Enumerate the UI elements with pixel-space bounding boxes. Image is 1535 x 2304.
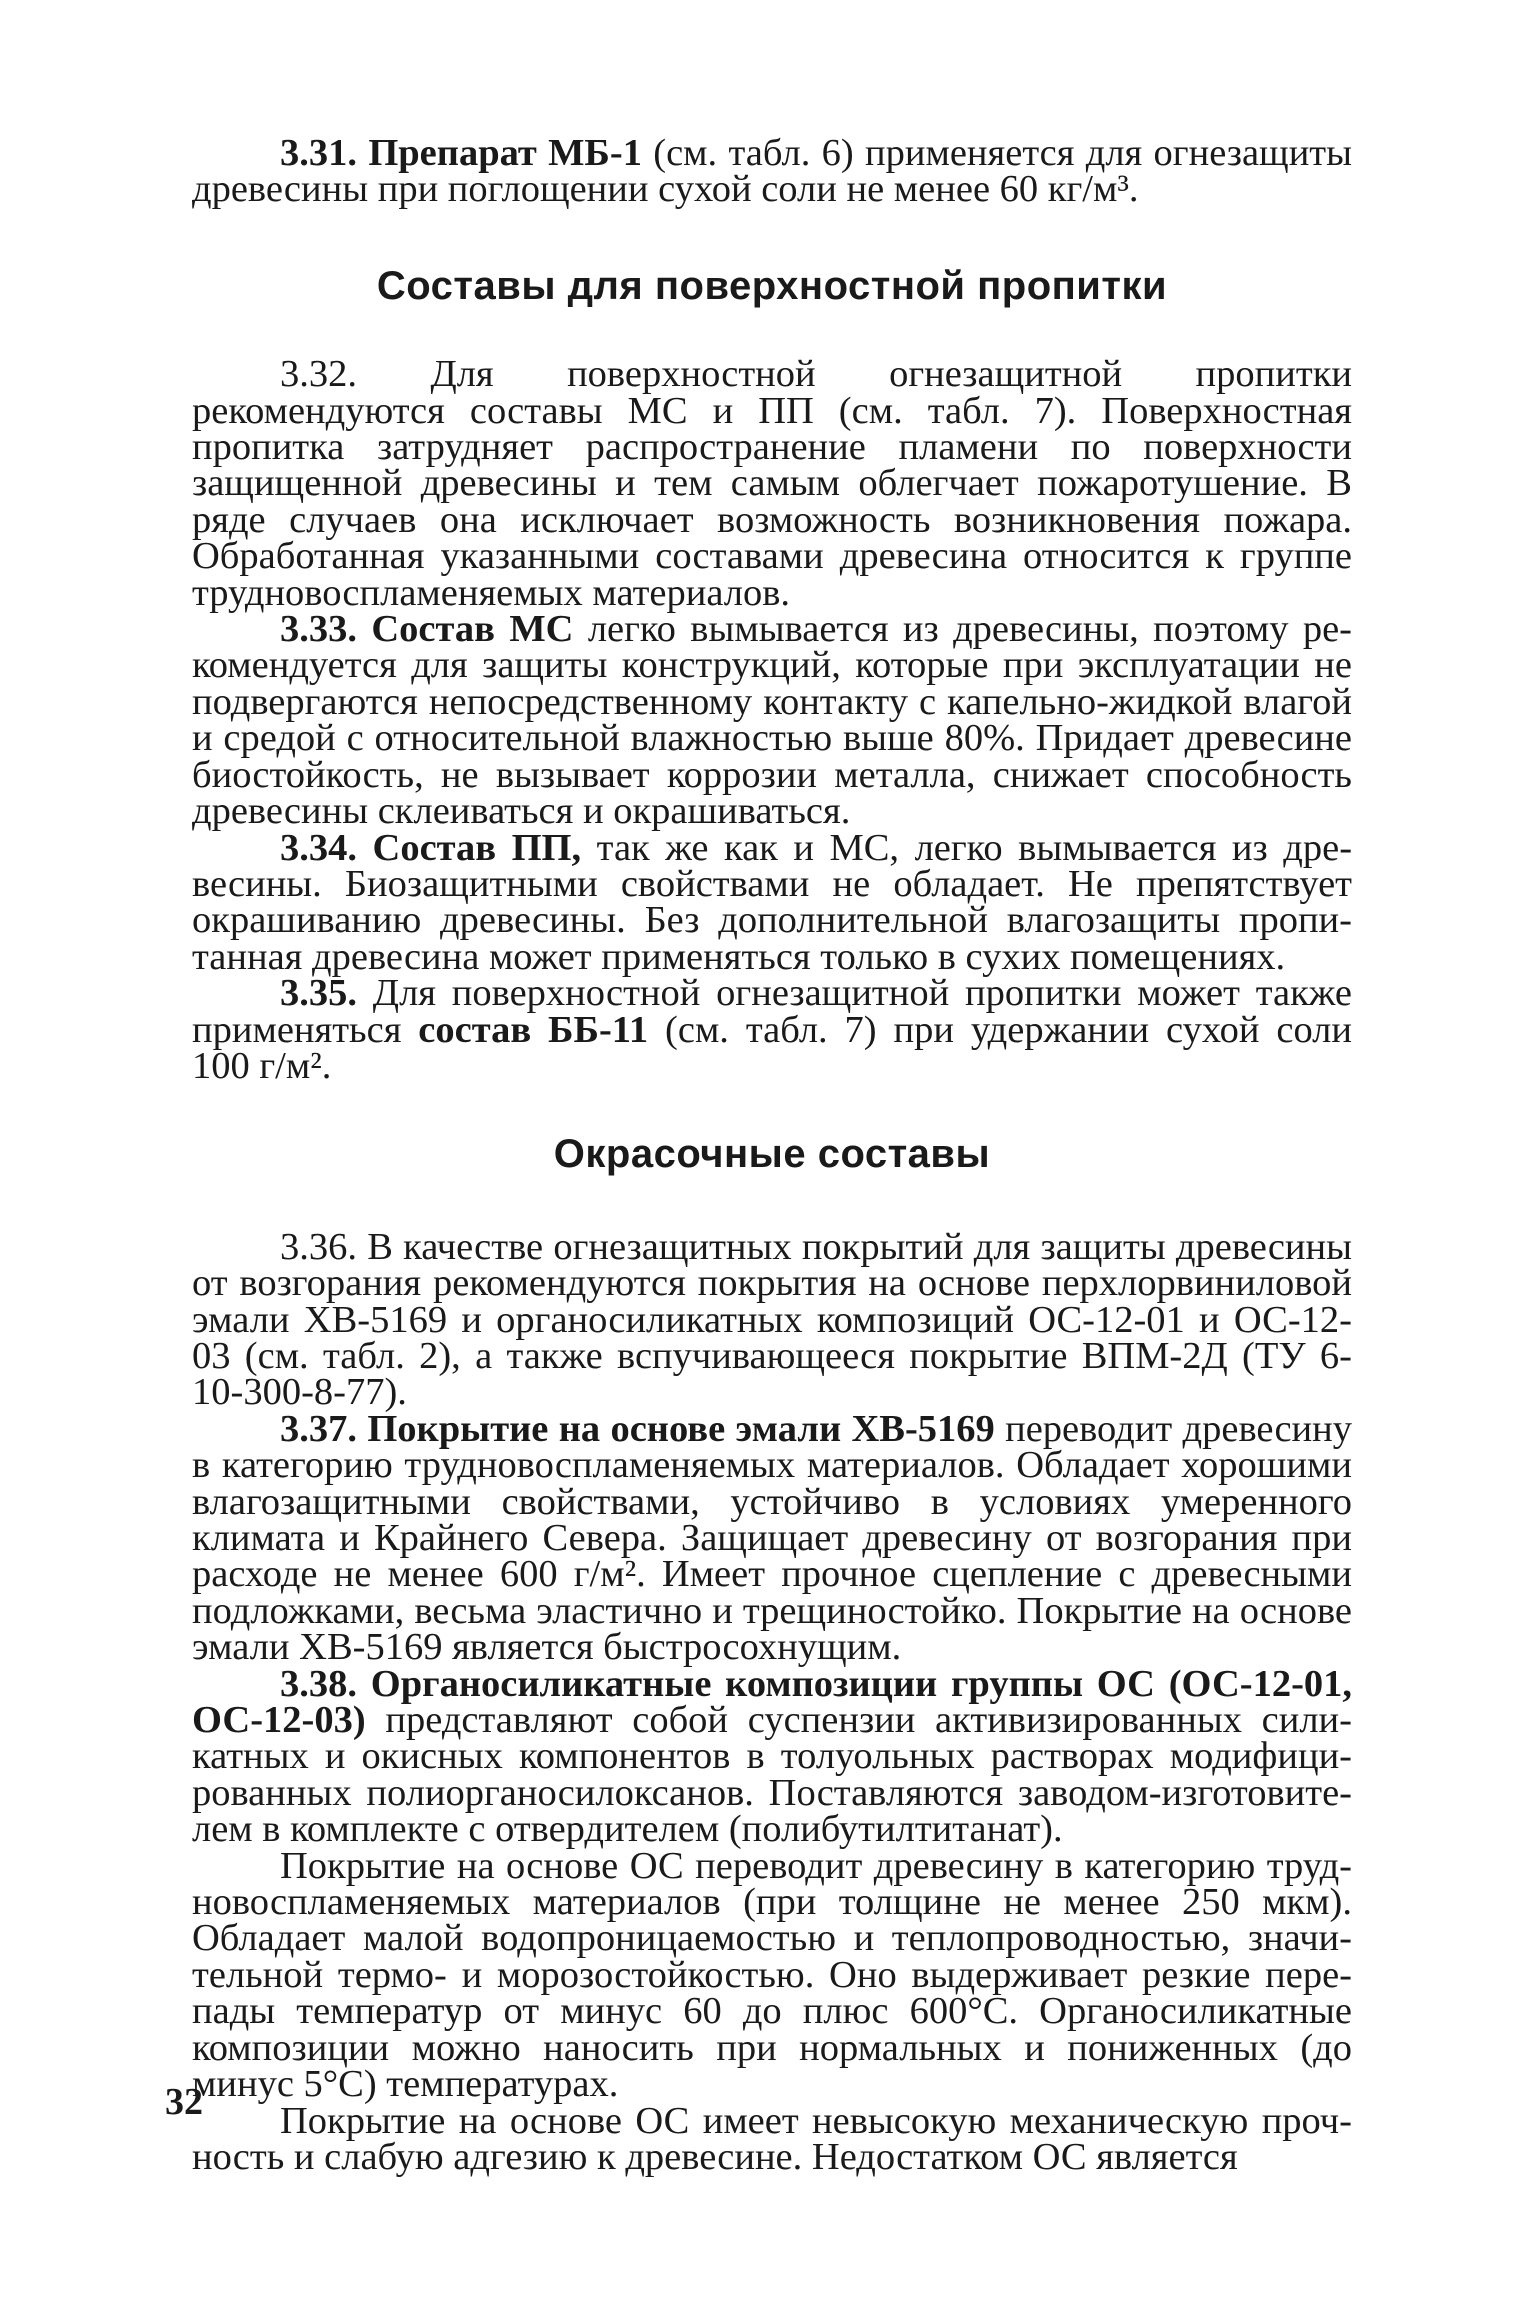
paragraph-3-38-final: Покрытие на основе ОС имеет невысокую механическую прочность и слабую адгезию к древесине. Недостатком ОС является (192, 2099, 1352, 2178)
paragraph-3-35: 3.35. Для поверхностной огнезащитной пропитки может также применяться состав ББ-11 (см. табл. 7) при удержании сухой соли 100 г/м². (192, 972, 1353, 1087)
paragraph-3-36: 3.36. В качестве огнезащитных покрытий для защиты древесины от возгорания рекомендуются покрытия на основе перхлорвиниловой эмали ХВ-5169 и органосиликатных композиций ОС-12-01 и ОС-12-03 (см. табл. 2), а также вспучивающееся покрытие ВПМ-2Д (ТУ 6-10-300-8-77). (192, 1225, 1352, 1414)
paragraph-3-38: 3.38. Органосиликатные композиции группы ОС (ОС-12-01, ОС-12-03) представляют собой суспензии активизированных силикатных и окисных компонентов в толуольных растворах модифицированных полиорганосилоксанов. Поставляются заводом-изготовителем в комплекте с отвердителем (полибутилтитанат). (192, 1662, 1353, 1851)
paragraph-3-38-continued: Покрытие на основе ОС переводит древесину в категорию трудновоспламеняемых материалов (при толщине не менее 250 мкм). Обладает малой водопроницаемостью и теплопроводностью, значительной термо- и морозостойкостью. Оно выдерживает резкие перепады температур от минус 60 до плюс 600°С. Органосиликатные композиции можно наносить при нормальных и пониженных (до минус 5°С) температурах. (192, 1844, 1352, 2106)
paragraph-3-31: 3.31. Препарат МБ-1 (см. табл. 6) применяется для огнезащиты древесины при поглощении сухой соли не менее 60 кг/м³. (192, 132, 1352, 211)
paragraph-3-34: 3.34. Состав ПП, так же как и МС, легко вымывается из древесины. Биозащитными свойствами не обладает. Не препятствует окрашиванию древесины. Без дополнительной влагозащиты пропитанная древесина может применяться только в сухих помещениях. (192, 826, 1353, 978)
page-number: 32 (165, 2081, 203, 2123)
paragraph-3-33: 3.33. Состав МС легко вымывается из древесины, поэтому рекомендуется для защиты конструкций, которые при эксплуатации не подвергаются непосредственному контакту с капельно-жидкой влагой и средой с относительной влажностью выше 80%. Придает древесине биостойкость, не вызывает коррозии металла, снижает способность древесины склеиваться и окрашиваться. (192, 608, 1352, 833)
section-heading-paint-compositions: Окрасочные составы (553, 1132, 991, 1177)
paragraph-3-37: 3.37. Покрытие на основе эмали ХВ-5169 переводит древесину в категорию трудновоспламеняемых материалов. Обладает хорошими влагозащитными свойствами, устойчиво в условиях умеренного климата и Крайнего Севера. Защищает древесину от возгорания при расходе не менее 600 г/м². Имеет прочное сцепление с древесными подложками, весьма эластично и трещиностойко. Покрытие на основе эмали ХВ-5169 является быстросохнущим. (192, 1407, 1353, 1669)
paragraph-3-32: 3.32. Для поверхностной огнезащитной пропитки рекомендуются составы МС и ПП (см. табл. 7). Поверхностная пропитка затрудняет распространение пламени по поверхности защищенной древесины и тем самым облегчает пожаротушение. В ряде случаев она исключает возможность возникновения пожара. Обработанная указанными составами древесина относится к группе трудновоспламеняемых материалов. (192, 353, 1352, 614)
page-body (192, 132, 1353, 2178)
section-heading-surface-impregnation: Составы для поверхностной пропитки (376, 263, 1168, 308)
